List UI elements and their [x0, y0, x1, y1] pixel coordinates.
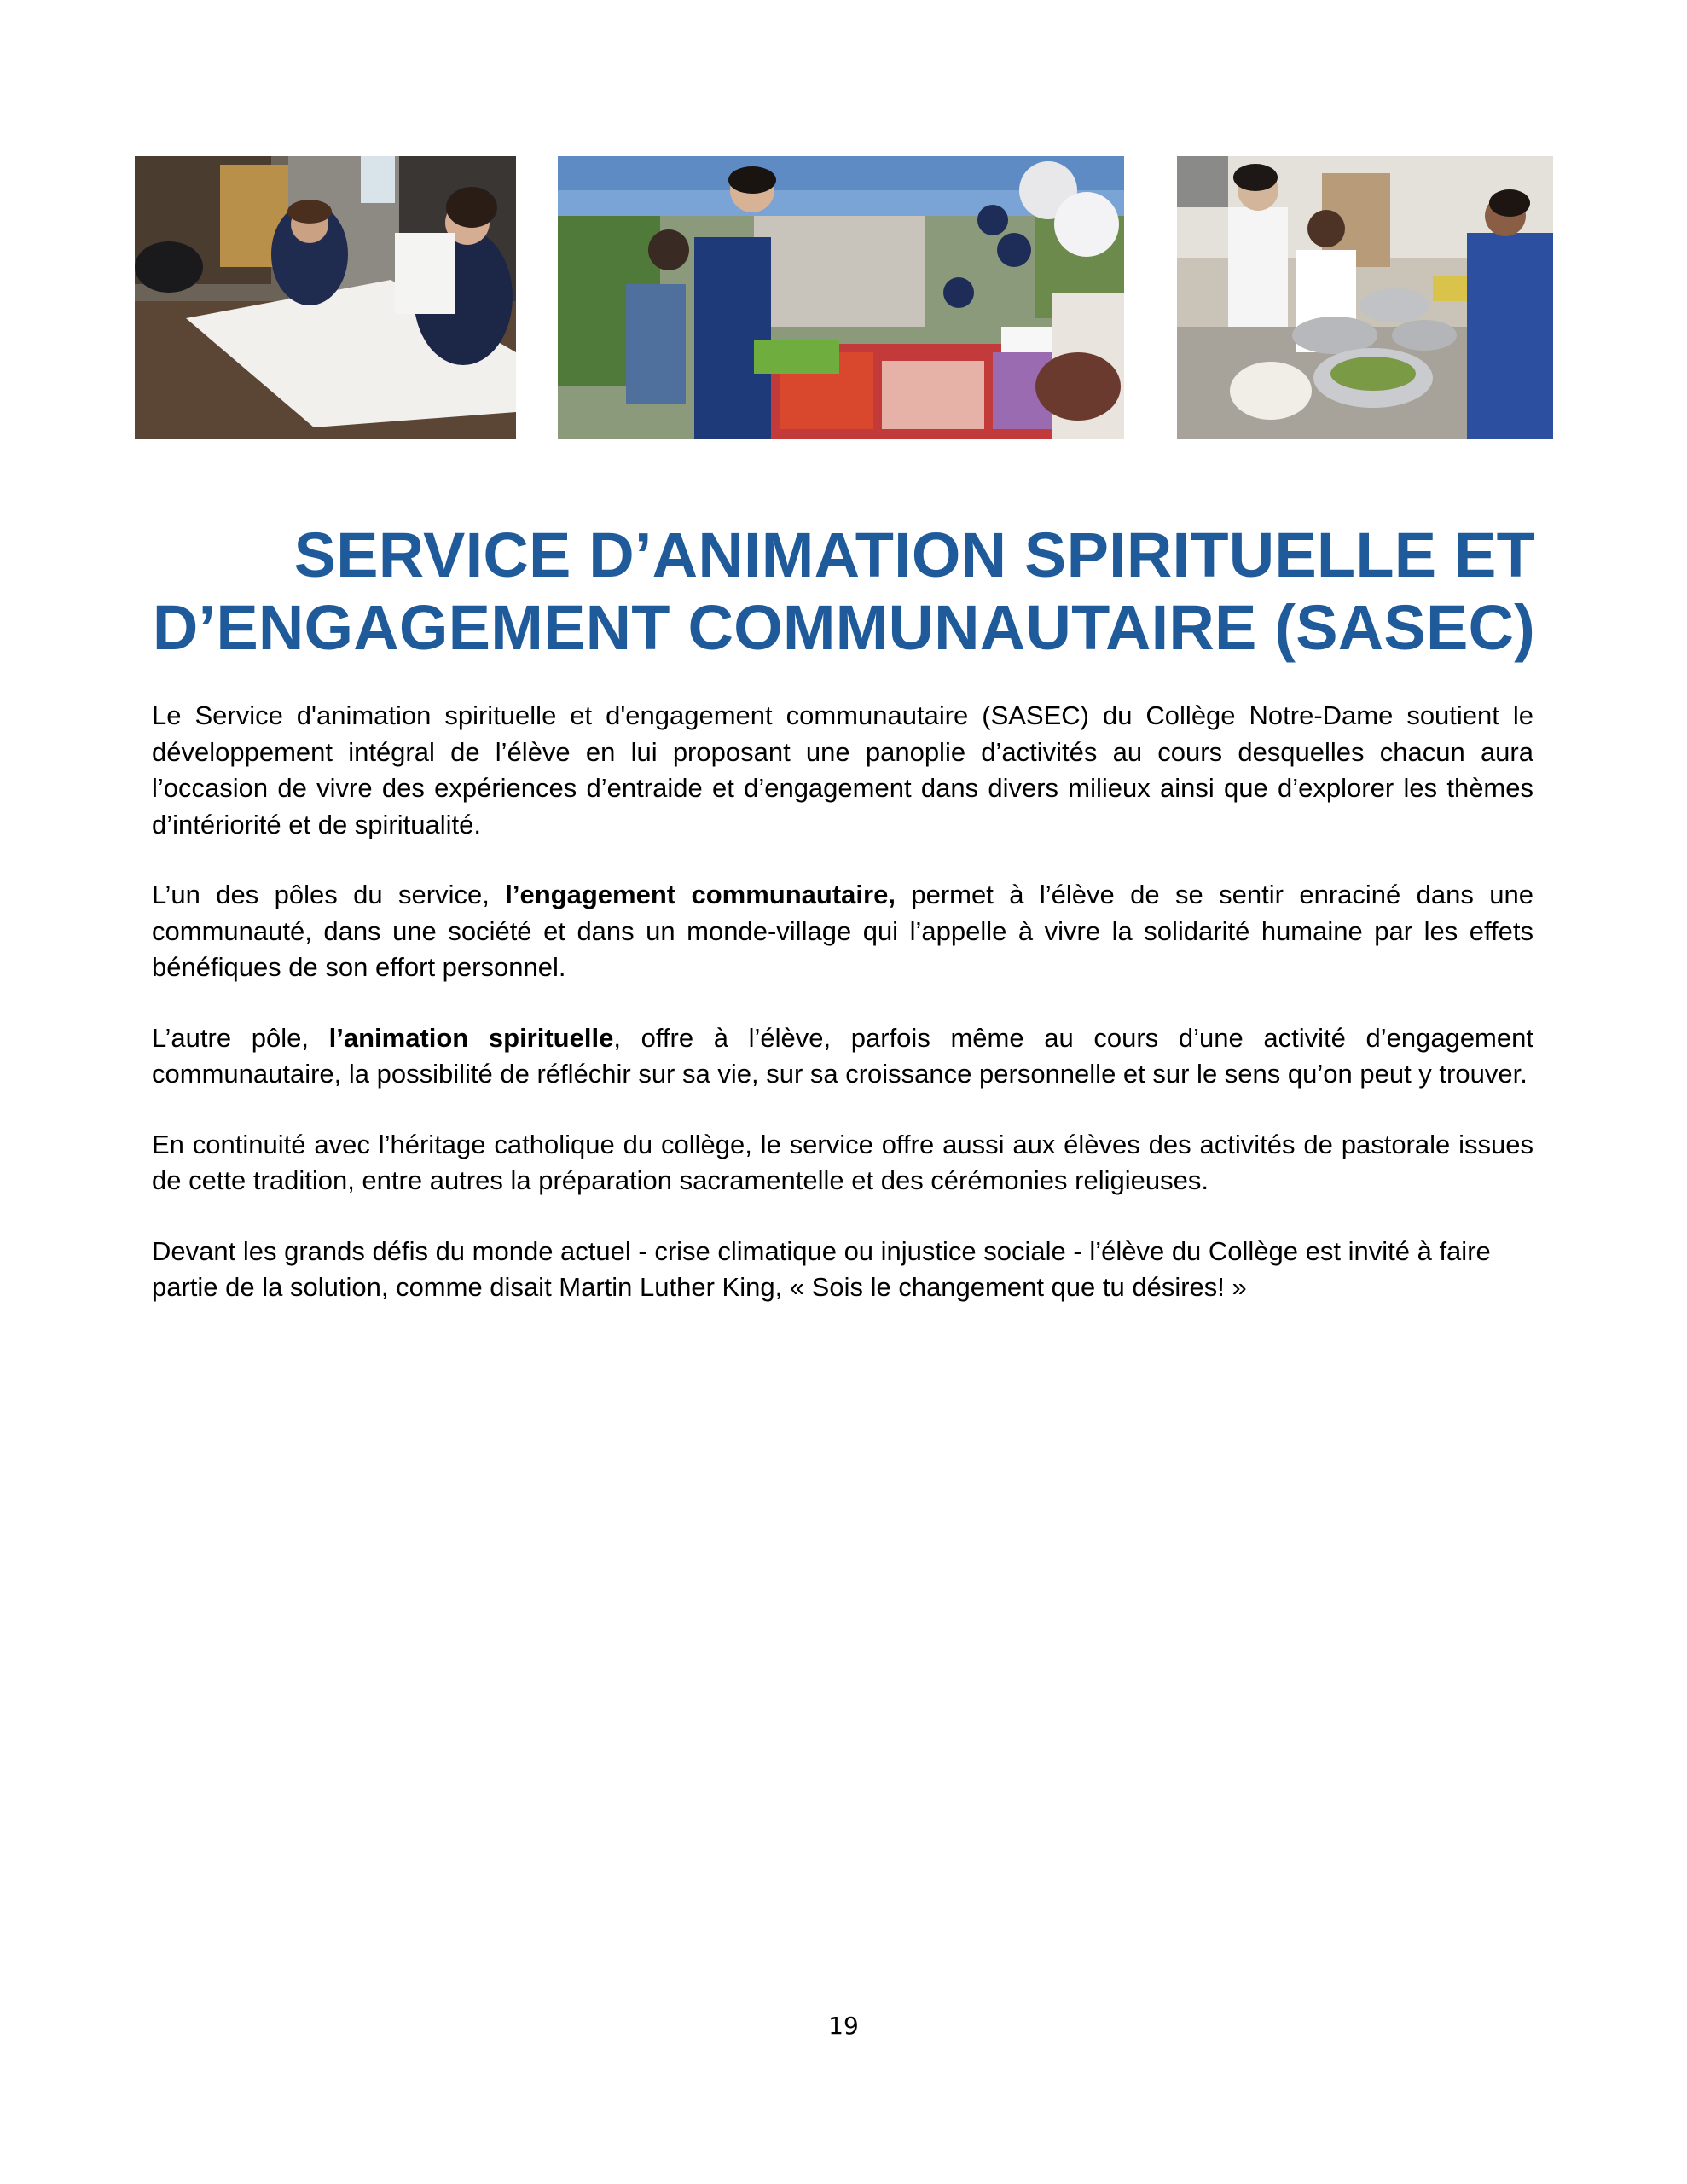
- title-line-2: D’ENGAGEMENT COMMUNAUTAIRE (SASEC): [152, 592, 1535, 663]
- photo-kitchen: [1177, 156, 1553, 439]
- page-title: [128, 519, 1535, 664]
- paragraph-animation: L’autre pôle, l’animation spirituelle, offre à l’élève, parfois même au cours d’une activité d’engagement communautaire, la possibilité de réfléchir sur sa vie, sur sa croissance personnelle et sur le sens qu’on peut y trouver.: [152, 1022, 1533, 1089]
- photo-market-stand: [558, 156, 1124, 439]
- paragraph-engagement: L’un des pôles du service, l’engagement communautaire, permet à l’élève de se sentir enraciné dans une communauté, dans une société et dans un monde-village qui l’appelle à vivre la solidarité humaine par les effets bénéfiques de son effort personnel.: [152, 880, 1533, 982]
- page-number: 19: [828, 2012, 859, 2040]
- paragraph-intro: Le Service d'animation spirituelle et d'engagement communautaire (SASEC) du Collège Notre-Dame soutient le développement intégral de l’élève en lui proposant une panoplie d’activités au cours desquelles chacun aura l’occasion de vivre des expériences d’entraide et d’engagement dans divers milieux ainsi que d’explorer les thèmes d’intériorité et de spiritualité.: [152, 700, 1533, 839]
- photo-students-poster: [135, 156, 516, 439]
- title-line-1: SERVICE D’ANIMATION SPIRITUELLE ET: [293, 520, 1535, 590]
- body-text: [152, 698, 1533, 1340]
- bold-engagement: l’engagement communautaire,: [505, 880, 896, 909]
- paragraph-defis: Devant les grands défis du monde actuel - crise climatique ou injustice sociale - l’élève du Collège est invité à faire partie de la solution, comme disait Martin Luther King, « Sois le changement que tu désires! »: [152, 1235, 1491, 1302]
- bold-animation: l’animation spirituelle: [328, 1022, 614, 1053]
- paragraph-pastorale: En continuité avec l’héritage catholique du collège, le service offre aussi aux élèves des activités de pastorale issues de cette tradition, entre autres la préparation sacramentelle et des cérémonies religieuses.: [152, 1129, 1533, 1195]
